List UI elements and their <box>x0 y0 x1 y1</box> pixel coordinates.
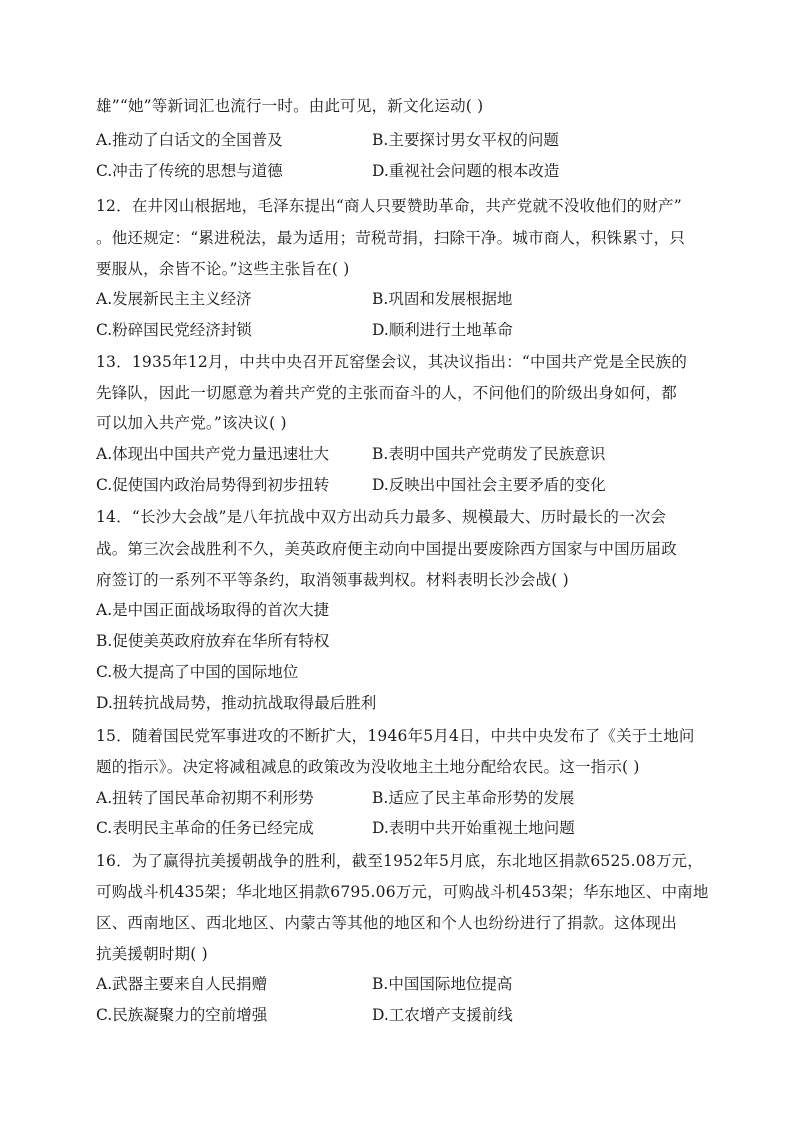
q14-option-a: A.是中国正面战场取得的首次大捷 <box>96 601 330 619</box>
q15-option-d: D.表明中共开始重视土地问题 <box>372 819 575 837</box>
q15-stem-line-1: 15．随着国民党军事进攻的不断扩大，1946年5月4日，中共中央发布了《关于土地问 <box>96 727 695 745</box>
q14-option-b: B.促使美英政府放弃在华所有特权 <box>96 632 330 650</box>
q13-stem-line-3: 可以加入共产党。”该决议( ) <box>96 414 287 432</box>
q16-stem-line-3: 区、西南地区、西北地区、内蒙古等其他的地区和个人也纷纷进行了捐款。这体现出 <box>96 914 677 932</box>
q11-option-a: A.推动了白话文的全国普及 <box>96 131 283 149</box>
q16-option-c: C.民族凝聚力的空前增强 <box>96 1006 268 1024</box>
q16-option-b: B.中国国际地位提高 <box>372 975 513 993</box>
q12-option-b: B.巩固和发展根据地 <box>372 290 513 308</box>
q16-stem-line-1: 16．为了赢得抗美援朝战争的胜利，截至1952年5月底，东北地区捐款6525.08万元， <box>96 852 703 870</box>
q15-option-c: C.表明民主革命的任务已经完成 <box>96 819 314 837</box>
q16-option-a: A.武器主要来自人民捐赠 <box>96 975 268 993</box>
q12-option-d: D.顺利进行土地革命 <box>372 321 513 339</box>
q14-stem-line-1: 14．“长沙大会战”是八年抗战中双方出动兵力最多、规模最大、历时最长的一次会 <box>96 508 667 526</box>
q12-stem-line-3: 要服从，余皆不论。”这些主张旨在( ) <box>96 260 350 278</box>
q13-option-d: D.反映出中国社会主要矛盾的变化 <box>372 476 606 494</box>
q13-option-b: B.表明中国共产党萌发了民族意识 <box>372 445 606 463</box>
q12-stem-line-1: 12．在井冈山根据地，毛泽东提出“商人只要赞助革命，共产党就不没收他们的财产” <box>96 197 682 215</box>
q12-stem-line-2: 。他还规定：“累进税法，最为适用；苛税苛捐，扫除干净。城市商人，积铢累寸，只 <box>96 229 686 247</box>
q14-stem-line-2: 战。第三次会战胜利不久，美英政府便主动向中国提出要废除西方国家与中国历届政 <box>96 540 677 558</box>
q12-option-a: A.发展新民主主义经济 <box>96 290 252 308</box>
q14-option-c: C.极大提高了中国的国际地位 <box>96 663 299 681</box>
q15-option-a: A.扭转了国民革命初期不利形势 <box>96 789 314 807</box>
q16-stem-line-2: 可购战斗机435架；华北地区捐款6795.06万元，可购战斗机453架；华东地区、中南地 <box>96 883 709 901</box>
q13-option-a: A.体现出中国共产党力量迅速壮大 <box>96 445 330 463</box>
q16-option-d: D.工农增产支援前线 <box>372 1006 513 1024</box>
q13-stem-line-2: 先锋队，因此一切愿意为着共产党的主张而奋斗的人，不问他们的阶级出身如何，都 <box>96 384 677 402</box>
q11-option-d: D.重视社会问题的根本改造 <box>372 162 560 180</box>
q14-option-d: D.扭转抗战局势，推动抗战取得最后胜利 <box>96 694 377 712</box>
q12-option-c: C.粉碎国民党经济封锁 <box>96 321 252 339</box>
q16-stem-line-4: 抗美援朝时期( ) <box>96 945 208 963</box>
q13-stem-line-1: 13．1935年12月，中共中央召开瓦窑堡会议，其决议指出：“中国共产党是全民族的 <box>96 353 688 371</box>
q11-option-c: C.冲击了传统的思想与道德 <box>96 162 283 180</box>
q15-stem-line-2: 题的指示》。决定将减租减息的政策改为没收地主土地分配给农民。这一指示( ) <box>96 758 640 776</box>
q13-option-c: C.促使国内政治局势得到初步扭转 <box>96 476 330 494</box>
q11-stem-tail: 雄”“她”等新词汇也流行一时。由此可见，新文化运动( ) <box>96 97 484 115</box>
q14-stem-line-3: 府签订的一系列不平等条约，取消领事裁判权。材料表明长沙会战( ) <box>96 571 569 589</box>
q11-option-b: B.主要探讨男女平权的问题 <box>372 131 559 149</box>
q15-option-b: B.适应了民主革命形势的发展 <box>372 789 575 807</box>
